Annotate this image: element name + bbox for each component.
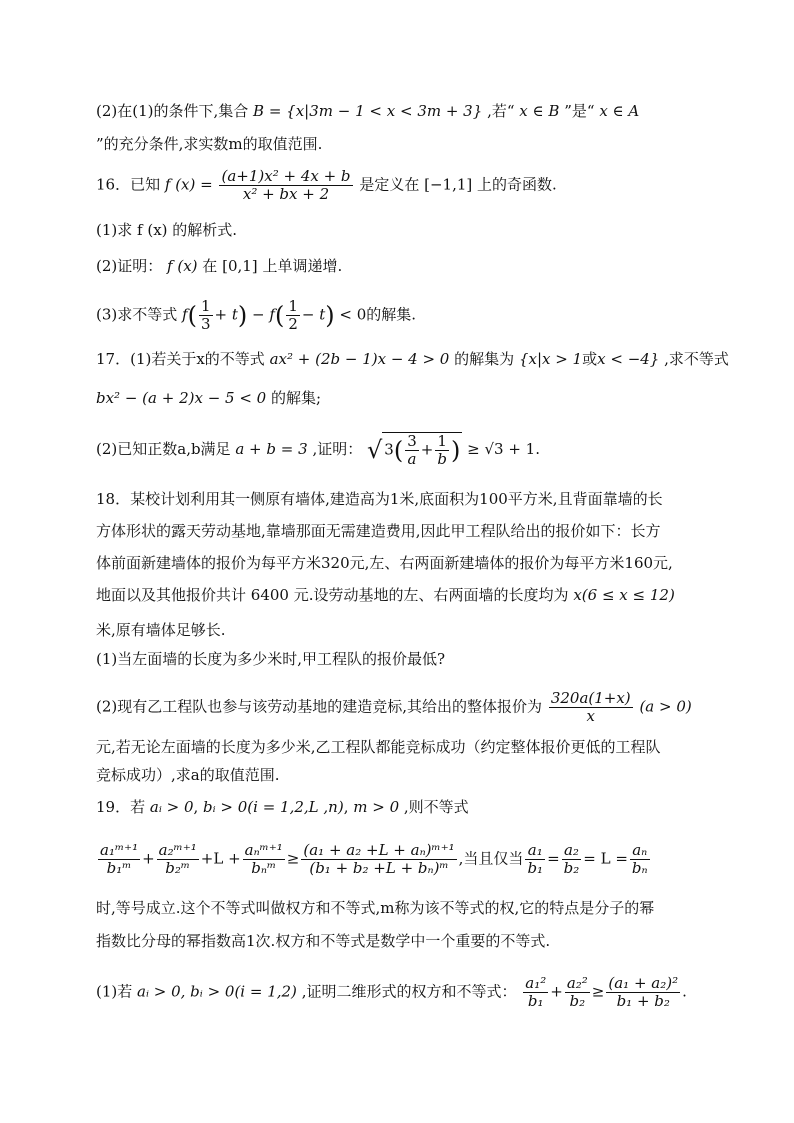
sqrt-body <box>382 432 462 468</box>
fraction-numerator: 320a(1+x) <box>550 689 631 707</box>
text: 方体形状的露天劳动基地,靠墙那面无需建造费用,因此甲工程队给出的报价如下：长方 <box>96 522 661 540</box>
fraction-numerator: 1 <box>200 297 211 315</box>
q17-line1 <box>96 349 729 369</box>
math-term: = L = <box>583 849 628 868</box>
math-condition: (a > 0) <box>639 697 692 716</box>
math-interval: [−1,1] <box>424 175 473 194</box>
fraction-denominator: bₙᵐ <box>251 859 277 877</box>
q18-part1 <box>96 649 445 669</box>
q16-part1 <box>96 220 237 240</box>
q19-line3 <box>96 898 654 918</box>
q18-line4 <box>96 585 675 605</box>
fraction-numerator: a₁ᵐ⁺¹ <box>100 841 139 859</box>
fraction <box>199 298 213 333</box>
fraction <box>562 842 582 877</box>
q19-line4 <box>96 931 550 951</box>
text: 是定义在 <box>359 175 420 194</box>
math-range: x(6 ≤ x ≤ 12) <box>573 586 675 604</box>
fraction-numerator: aₙᵐ⁺¹ <box>244 841 283 859</box>
fraction-numerator: a₂² <box>566 974 588 992</box>
text: ,证明二维形式的权方和不等式： <box>301 982 517 1001</box>
text: 元.设劳动基地的左、右两面墙的长度均为 <box>293 586 569 604</box>
math-inequality: bx² − (a + 2)x − 5 < 0 <box>96 389 267 407</box>
q18-part2-line3 <box>96 765 279 785</box>
text: 的解集; <box>271 389 322 407</box>
text: ,则不等式 <box>403 798 469 816</box>
fraction-numerator: a₂ᵐ⁺¹ <box>158 841 197 859</box>
math-interval: [0,1] <box>222 257 258 275</box>
fraction-denominator: b₁ <box>527 992 544 1010</box>
fraction-denominator: bₙ <box>631 859 648 877</box>
text: 上单调递增. <box>262 257 343 275</box>
text: 元,若无论左面墙的长度为多少米,乙工程队都能竞标成功（约定整体报价更低的工程队 <box>96 738 661 756</box>
math-term: + t <box>214 305 238 324</box>
paren-close: ) <box>450 436 461 465</box>
math-x-in-a: x ∈ A <box>599 102 640 120</box>
q17-line3 <box>96 432 540 468</box>
question-number: 16．已知 <box>96 175 161 194</box>
math-set: {x|x > 1 <box>518 350 583 368</box>
math-condition: m > 0 <box>353 798 400 816</box>
text: (3)求不等式 <box>96 305 178 324</box>
text: 米,原有墙体足够长. <box>96 621 226 639</box>
q15-part2-line1 <box>96 101 639 121</box>
q19-line2: $\frac{\text{a₁ᵐ⁺¹}}{\text{b₁ᵐ}}$ + $\frac{\text{a₂ᵐ⁺¹}}{\text{b₂ᵐ}}$ +L + $\frac{\text{aₙᵐ⁺¹}}{\text{bₙᵐ}}$ ≥ $\frac{\text{(a₁ + a₂ +L + aₙ)ᵐ⁺¹}}{\text{(b₁ + b₂ +L + bₙ)ᵐ}}$ ,当且仅当 $\frac{\text{a₁}}{\text{b₁}}$ = $\frac{\text{a₂}}{\text{b₂}}$ = L = $\frac{\text{aₙ}}{\text{bₙ}}$ <box>100 841 648 877</box>
fraction-denominator: a <box>407 450 417 468</box>
paren-open: ( <box>187 301 197 330</box>
fraction-numerator: (a₁ + a₂ +L + aₙ)ᵐ⁺¹ <box>303 841 455 859</box>
fraction <box>606 975 680 1010</box>
fraction-denominator: (b₁ + b₂ +L + bₙ)ᵐ <box>309 859 449 877</box>
fraction-denominator: b₁ + b₂ <box>616 992 670 1010</box>
math-term: +L + <box>200 849 241 868</box>
paren-open: ( <box>274 301 285 330</box>
math-f: f <box>182 305 188 324</box>
text: 18．某校计划利用其一侧原有墙体,建造高为1米,底面积为100平方米,且背面靠墙的长 <box>96 490 663 508</box>
text: 上的奇函数. <box>477 175 557 194</box>
question-number: 19．若 <box>96 798 146 816</box>
text: (2)证明： <box>96 257 163 275</box>
math-condition: a + b = 3 <box>235 440 308 458</box>
question-number: 17．(1)若关于x的不等式 <box>96 350 265 368</box>
math-fx: f (x) = <box>164 175 213 194</box>
text: 或 <box>582 350 598 368</box>
fraction-numerator: a₂ <box>562 842 582 860</box>
math-set: x < −4} <box>597 350 660 368</box>
fraction-denominator: b₂ <box>569 992 586 1010</box>
text: ”的充分条件,求实数m的取值范围. <box>96 135 323 153</box>
q16-part2 <box>96 256 342 276</box>
math-term: − f <box>252 305 275 324</box>
text: ,求不等式 <box>664 350 729 368</box>
fraction-denominator: b₁ᵐ <box>106 859 132 877</box>
text: 竞标成功）,求a的取值范围. <box>96 766 280 784</box>
fraction <box>549 690 633 725</box>
q18-line5 <box>96 620 226 640</box>
fraction <box>525 842 545 877</box>
q17-line2 <box>96 388 321 408</box>
math-fx: f (x) <box>167 257 198 275</box>
paren-close: ) <box>325 301 335 330</box>
q16-part3 <box>96 298 416 333</box>
q16-intro <box>96 168 557 203</box>
q18-line1 <box>96 489 663 509</box>
fraction-denominator: b₂ <box>563 859 580 877</box>
text: 在 <box>202 257 218 275</box>
fraction <box>157 842 199 877</box>
q18-line2 <box>96 521 661 541</box>
text: 体前面新建墙体的报价为每平方米320元,左、右两面新建墙体的报价为每平方米160元, <box>96 554 673 572</box>
fraction <box>435 433 449 468</box>
q18-line3 <box>96 553 673 573</box>
fraction <box>286 298 300 333</box>
text: < 0的解集. <box>339 305 417 324</box>
math-inequality: ax² + (2b − 1)x − 4 > 0 <box>269 350 450 368</box>
q18-part2-line2 <box>96 737 661 757</box>
fraction-denominator: 3 <box>200 315 211 333</box>
q18-part2-line1 <box>96 690 692 725</box>
fraction-denominator: b₂ᵐ <box>165 859 191 877</box>
fraction-denominator: x <box>586 707 595 725</box>
fraction <box>523 975 548 1010</box>
text: 时,等号成立.这个不等式叫做权方和不等式,m称为该不等式的权,它的特点是分子的幂 <box>96 899 655 917</box>
q19-line1: 19．若 aᵢ > 0, bᵢ > 0(i = 1,2,L ,n), m > 0 ,则不等式 <box>96 798 469 816</box>
math-term: + <box>420 440 434 459</box>
paren-close: ) <box>237 301 248 330</box>
math-number: 6400 <box>250 586 289 604</box>
text: (1)求 f (x) 的解析式. <box>96 221 238 239</box>
fraction <box>98 842 140 877</box>
text: (1)若 <box>96 982 133 1001</box>
paren-open: ( <box>393 436 404 465</box>
fraction <box>405 433 419 468</box>
fraction-numerator: 1 <box>435 433 449 451</box>
fraction-numerator: (a₁ + a₂)² <box>608 974 679 992</box>
math-condition: aᵢ > 0, bᵢ > 0(i = 1,2) <box>137 982 297 1001</box>
text: (2)在(1)的条件下,集合 <box>96 102 249 120</box>
fraction-numerator: (a+1)x² + 4x + b <box>221 167 351 185</box>
text: . <box>682 982 687 1001</box>
text: ≥ √3 + 1. <box>467 440 540 458</box>
text: ,证明： <box>312 440 363 458</box>
fraction-numerator: a₁² <box>525 974 547 992</box>
text: 的解集为 <box>454 350 515 368</box>
text: (2)已知正数a,b满足 <box>96 440 231 458</box>
fraction-numerator: aₙ <box>630 842 650 860</box>
math-term: 3 <box>384 440 394 459</box>
math-condition: bᵢ > 0(i = 1,2,L ,n) <box>203 798 344 816</box>
math-term: − t <box>301 305 326 324</box>
fraction <box>219 168 352 203</box>
fraction-denominator: 2 <box>288 315 298 333</box>
text: 地面以及其他报价共计 <box>96 586 247 604</box>
fraction-denominator: x² + bx + 2 <box>242 185 330 203</box>
math-term: ≥ <box>591 982 605 1001</box>
text: ,当且仅当 <box>458 849 524 868</box>
math-set-b: B = {x|3m − 1 < x < 3m + 3} <box>253 102 483 120</box>
text: 指数比分母的幂指数高1次.权方和不等式是数学中一个重要的不等式. <box>96 932 551 950</box>
fraction-numerator: 3 <box>407 432 417 450</box>
fraction <box>243 842 285 877</box>
sqrt-sign: √ <box>367 436 383 464</box>
fraction-denominator: b <box>437 450 447 468</box>
fraction-denominator: b₁ <box>527 859 544 877</box>
fraction-numerator: a₁ <box>525 842 545 860</box>
q19-part1: (1)若 aᵢ > 0, bᵢ > 0(i = 1,2) ,证明二维形式的权方和不等式： $\frac{\text{a₁²}}{\text{b₁}}$ + $\frac{\text{a₂²}}{\text{b₂}}$ ≥ $\frac{\text{(a₁ + a₂)²}}{\text{b₁ + b₂}}$ . <box>96 974 687 1010</box>
fraction <box>301 842 456 877</box>
text: (2)现有乙工程队也参与该劳动基地的建造竞标,其给出的整体报价为 <box>96 697 543 716</box>
fraction <box>630 842 650 877</box>
q15-part2-line2 <box>96 134 322 154</box>
text: (1)当左面墙的长度为多少米时,甲工程队的报价最低? <box>96 650 446 668</box>
text: ,若“ <box>487 102 515 120</box>
text: ”是“ <box>564 102 595 120</box>
math-x-in-b: x ∈ B <box>519 102 560 120</box>
math-term: ≥ <box>286 849 300 868</box>
fraction-numerator: 1 <box>288 297 298 315</box>
math-condition: aᵢ > 0 <box>149 798 194 816</box>
fraction <box>565 975 590 1010</box>
